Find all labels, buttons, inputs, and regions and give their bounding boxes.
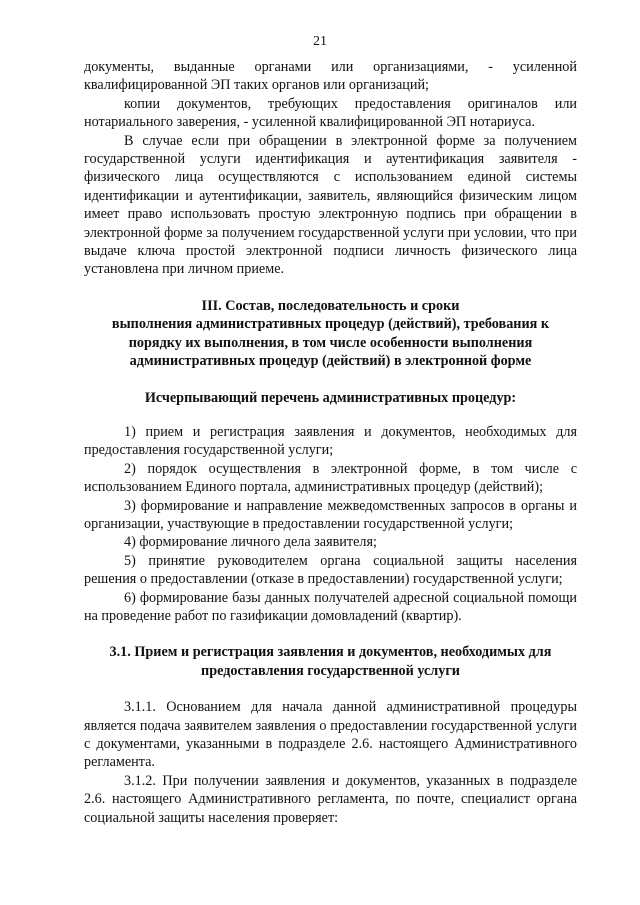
procedure-item-6: 6) формирование базы данных получателей адресной социальной помощи на проведение работ по газификации домовладений (квартир). bbox=[84, 589, 577, 624]
document-body bbox=[84, 58, 577, 827]
procedures-list-heading: Исчерпывающий перечень административных процедур: bbox=[144, 389, 517, 406]
section-3-title-line2: выполнения административных процедур (действий), требования к порядку их выполнения, в том числе особенности выполнения административных процедур (действий) в электронной форме bbox=[111, 316, 550, 370]
subsection-3-1-title: 3.1. Прием и регистрация заявления и документов, необходимых для предоставления государственной услуги bbox=[109, 644, 552, 679]
paragraph-documents-ep: документы, выданные органами или организациями, - усиленной квалифицированной ЭП таких органов или организаций; bbox=[84, 59, 577, 94]
procedure-item-3: 3) формирование и направление межведомственных запросов в органы и организации, участвующие в предоставлении государственной услуги; bbox=[84, 497, 577, 532]
paragraph-simple-signature: В случае если при обращении в электронной форме за получением государственной услуги идентификация и аутентификация заявителя - физического лица осуществляются с использованием единой системы идентификации и аутентификации, заявитель, являющийся физическим лицом имеет право использовать простую электронную подпись при обращении в электронной форме за получением государственной услуги при условии, что при выдаче ключа простой электронной подписи личность физического лица установлена при личном приеме. bbox=[84, 132, 577, 278]
procedure-item-1: 1) прием и регистрация заявления и документов, необходимых для предоставления государственной услуги; bbox=[84, 423, 577, 459]
paragraph-3-1-1: 3.1.1. Основанием для начала данной административной процедуры является подача заявителем заявления о предоставлении государственной услуги с документами, указанными в подразделе 2.6. настоящего Административного регламента. bbox=[84, 699, 577, 771]
page-number: 21 bbox=[313, 34, 327, 49]
paragraph-copies-notary: копии документов, требующих предоставления оригиналов или нотариального заверения, - усиленной квалифицированной ЭП нотариуса. bbox=[84, 95, 577, 131]
paragraph-3-1-2: 3.1.2. При получении заявления и документов, указанных в подразделе 2.6. настоящего Административного регламента, по почте, специалист органа социальной защиты населения проверяет: bbox=[84, 772, 577, 826]
procedure-item-4: 4) формирование личного дела заявителя; bbox=[124, 534, 377, 551]
section-3-title-line1: III. Состав, последовательность и сроки bbox=[201, 297, 460, 314]
procedure-item-5: 5) принятие руководителем органа социальной защиты населения решения о предоставлении (отказе в предоставлении) государственной услуги; bbox=[84, 552, 577, 588]
procedure-item-2: 2) порядок осуществления в электронной форме, в том числе с использованием Единого портала, административных процедур (действий); bbox=[84, 460, 577, 496]
